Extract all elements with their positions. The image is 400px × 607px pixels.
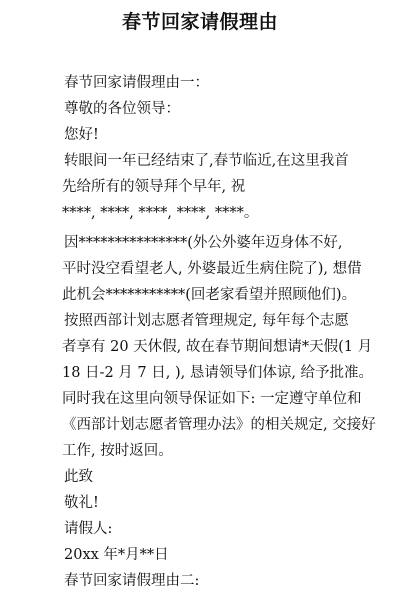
body-line: 18 日-2 月 7 日, ), 恳请领导们体谅, 给予批准。 — [62, 365, 374, 381]
body-line: 转眼间一年已经结束了,春节临近,在这里我首 — [64, 153, 349, 169]
body-line: 《西部计划志愿者管理办法》的相关规定, 交接好 — [62, 417, 376, 433]
salutation: 尊敬的各位领导： — [64, 101, 180, 117]
greeting: 您好! — [64, 127, 99, 143]
closing-line: 此致 — [64, 469, 93, 485]
body-line: 此机会***********(回老家看望并照顾他们)。 — [62, 287, 357, 303]
document-title: 春节回家请假理由 — [121, 11, 278, 33]
body-line: 者享有 20 天休假, 故在春节期间想请*天假(1 月 — [62, 339, 373, 355]
closing-regards: 敬礼! — [64, 495, 99, 511]
body-line: 按照西部计划志愿者管理规定, 每年每个志愿 — [64, 313, 349, 329]
body-line: 同时我在这里向领导保证如下: 一定遵守单位和 — [62, 391, 362, 407]
section-heading-one: 春节回家请假理由一： — [64, 75, 209, 91]
body-line: 平时没空看望老人, 外婆最近生病住院了), 想借 — [62, 261, 362, 277]
signature-label: 请假人: — [64, 521, 113, 537]
date-line: 20xx 年*月**日 — [64, 547, 169, 563]
body-line: ****, ****, ****, ****, ****。 — [62, 205, 259, 221]
body-line: 先给所有的领导拜个早年, 祝 — [62, 179, 246, 195]
body-line: 因***************(外公外婆年迈身体不好, — [64, 235, 343, 251]
body-line: 工作, 按时返回。 — [62, 443, 173, 459]
section-heading-two: 春节回家请假理由二: — [64, 573, 200, 589]
